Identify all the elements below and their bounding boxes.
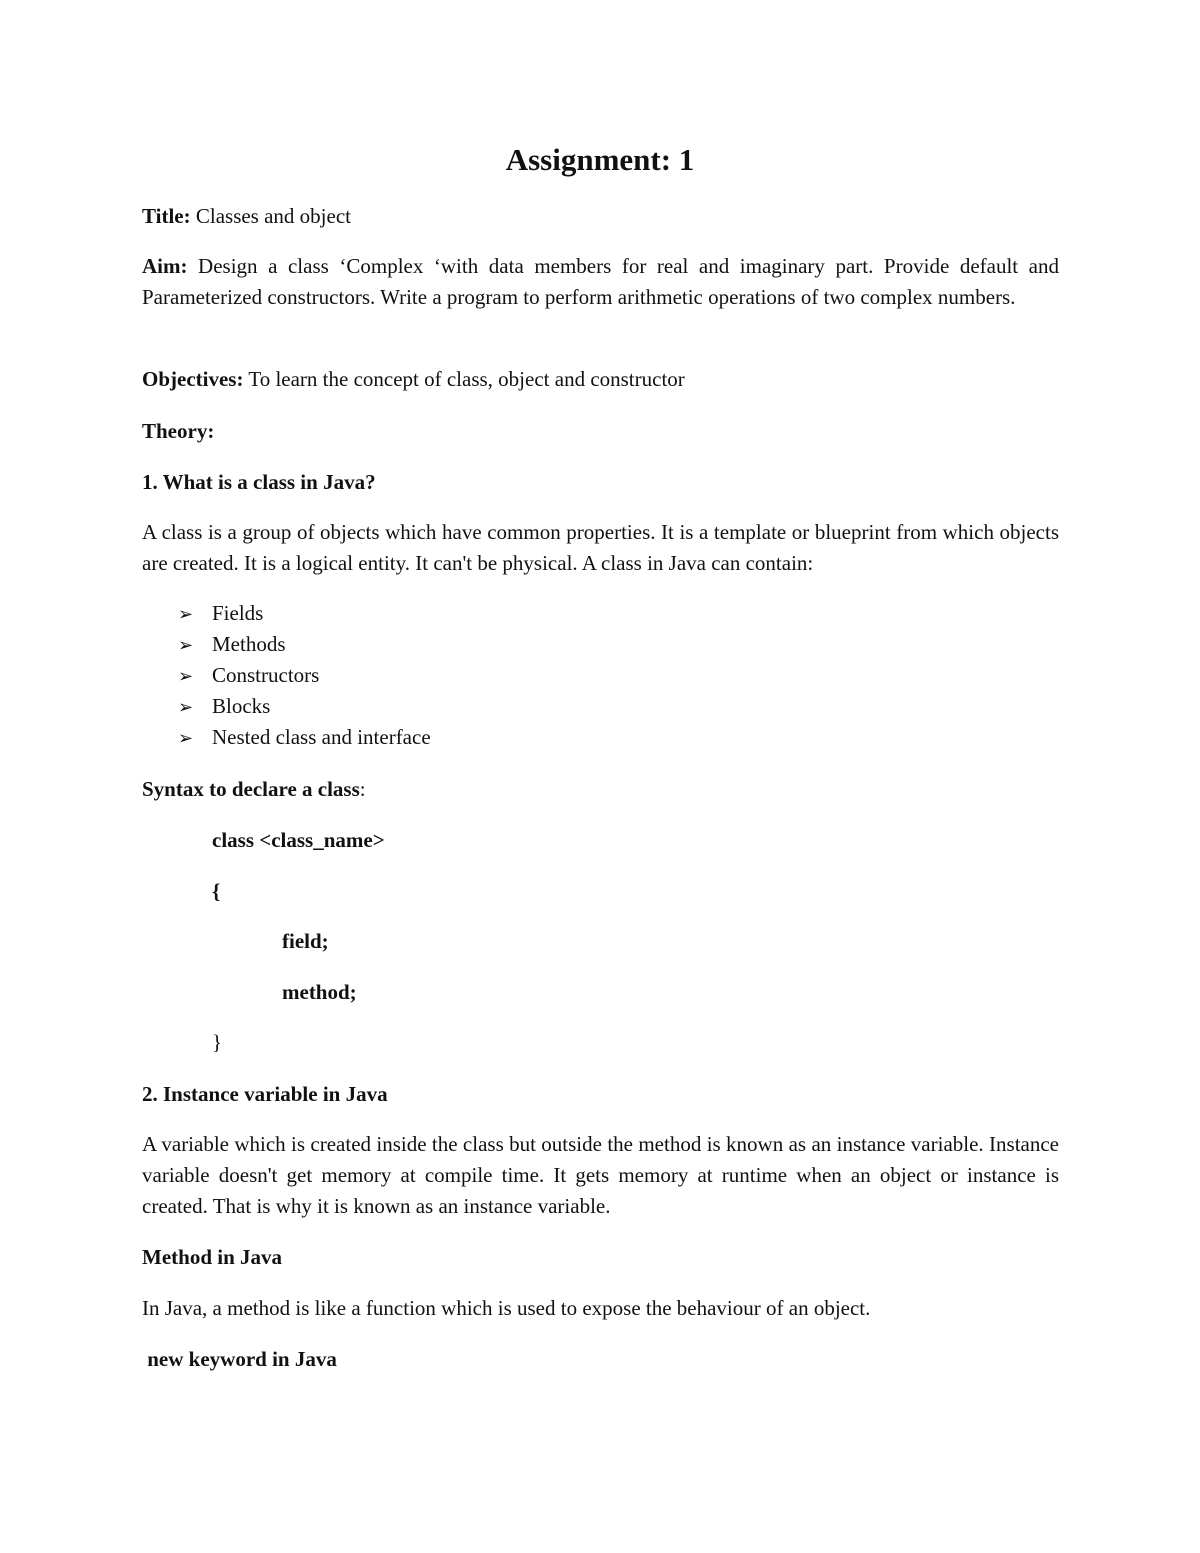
syntax-heading — [142, 774, 1059, 805]
arrow-bullet-icon: ➢ — [178, 604, 194, 625]
arrow-bullet-icon: ➢ — [178, 666, 194, 687]
q2-paragraph: A variable which is created inside the class but outside the method is known as an instance variable. Instance variable doesn't get memory at compile time. It gets memory at runtime when an object or instance is created. That is why it is known as an instance variable. — [142, 1132, 1059, 1218]
code-line-method: method; — [282, 980, 357, 1004]
arrow-bullet-icon: ➢ — [178, 728, 194, 749]
list-item: ➢ Fields — [178, 598, 778, 629]
new-keyword-heading: new keyword in Java — [142, 1347, 337, 1371]
list-item: ➢ Nested class and interface — [178, 722, 778, 753]
aim-text: Design a class ‘Complex ‘with data members for real and imaginary part. Provide default and Parameterized constructors. Write a program to perform arithmetic operations of two complex numbers. — [142, 254, 1059, 309]
objectives-text: To learn the concept of class, object and constructor — [243, 367, 685, 391]
title-label: Title: — [142, 204, 191, 228]
objectives-label: Objectives: — [142, 367, 244, 391]
arrow-bullet-icon: ➢ — [178, 635, 194, 656]
aim-paragraph — [142, 251, 1059, 313]
code-line-class-decl: class <class_name> — [212, 828, 385, 852]
method-paragraph: In Java, a method is like a function which is used to expose the behaviour of an object. — [142, 1296, 871, 1320]
aim-label: Aim: — [142, 254, 188, 278]
q1-paragraph: A class is a group of objects which have common properties. It is a template or blueprint from which objects are created. It is a logical entity. It can't be physical. A class in Java can contain: — [142, 520, 1059, 575]
code-line-field: field; — [282, 929, 329, 953]
method-heading: Method in Java — [142, 1245, 283, 1269]
title-text: Classes and object — [190, 204, 351, 228]
assignment-heading: Assignment: 1 — [505, 142, 695, 177]
syntax-colon: : — [359, 777, 366, 801]
class-contents-list — [178, 598, 778, 753]
list-item: ➢ Constructors — [178, 660, 778, 691]
title-line — [142, 201, 1059, 232]
syntax-label: Syntax to declare a class — [142, 777, 360, 801]
list-item: ➢ Blocks — [178, 691, 778, 722]
arrow-bullet-icon: ➢ — [178, 697, 194, 718]
objectives-line — [142, 364, 1059, 395]
code-line-close-brace: } — [212, 1030, 223, 1054]
list-item: ➢ Methods — [178, 629, 778, 660]
q1-heading: 1. What is a class in Java? — [142, 470, 376, 494]
q2-heading: 2. Instance variable in Java — [142, 1082, 388, 1106]
theory-heading: Theory: — [142, 419, 215, 443]
code-line-open-brace: { — [212, 879, 221, 903]
